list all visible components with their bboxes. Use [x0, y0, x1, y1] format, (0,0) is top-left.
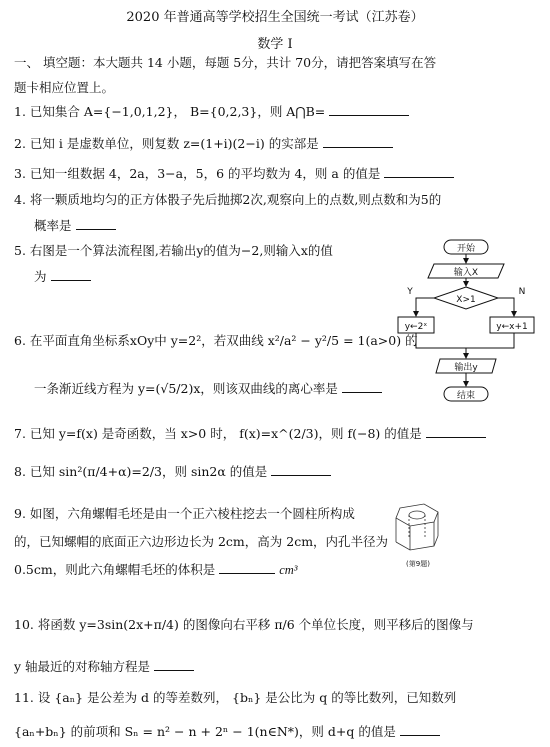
question-3-text: 3. 已知一组数据 4，2a，3−a，5，6 的平均数为 4，则 a 的值是 [14, 166, 381, 181]
question-4-text: 概率是 [34, 218, 72, 233]
question-3 [14, 165, 454, 182]
question-10-text: y 轴最近的对称轴方程是 [14, 659, 151, 674]
answer-blank-6 [342, 380, 382, 393]
question-11-text: {aₙ+bₙ} 的前项和 Sₙ = n² − n + 2ⁿ − 1(n∈N*)，则 d+q 的值是 [14, 724, 396, 739]
answer-blank-9 [219, 561, 275, 574]
question-2-text: 2. 已知 i 是虚数单位，则复数 z=(1+i)(2−i) 的实部是 [14, 136, 319, 151]
answer-blank-1 [329, 103, 409, 116]
hexagonal-nut-figure [388, 500, 448, 570]
question-5-text: 为 [34, 269, 47, 284]
question-11-line1: 11. 设 {aₙ} 是公差为 d 的等差数列， {bₙ} 是公比为 q 的等比数列，已知数列 [14, 690, 457, 705]
algorithm-flowchart [396, 238, 536, 408]
question-11-line2 [14, 723, 440, 740]
answer-blank-8 [271, 463, 331, 476]
flowchart-end-label: 结束 [456, 391, 476, 401]
flowchart-yes-label: Y [407, 287, 413, 297]
answer-blank-11 [400, 723, 440, 736]
question-6-line2 [34, 380, 382, 397]
question-5-line1: 5. 右图是一个算法流程图,若输出y的值为−2,则输入x的值 [14, 243, 333, 258]
flowchart-decision-label: X>1 [456, 295, 476, 305]
question-7-text: 7. 已知 y=f(x) 是奇函数，当 x>0 时， f(x)=x^(2/3)，则 f(−8) 的值是 [14, 426, 422, 441]
question-4-line2 [34, 217, 116, 234]
answer-blank-4 [76, 217, 116, 230]
answer-blank-3 [384, 165, 454, 178]
section-instruction-line1: 一、 填空题：本大题共 14 小题，每题 5分，共计 70分，请把答案填写在答 [14, 55, 437, 70]
answer-blank-7 [426, 425, 486, 438]
question-9-line2: 的，已知螺帽的底面正六边形边长为 2cm，高为 2cm，内孔半径为 [14, 534, 389, 549]
question-10-line1: 10. 将函数 y=3sin(2x+π/4) 的图像向右平移 π/6 个单位长度，则平移后的图像与 [14, 617, 474, 632]
flowchart-left-label: y←2ˣ [404, 322, 428, 332]
flowchart-output-label: 输出y [454, 363, 478, 373]
flowchart-input-label: 输入X [453, 268, 479, 278]
question-8-text: 8. 已知 sin²(π/4+α)=2/3，则 sin2α 的值是 [14, 464, 268, 479]
flowchart-right-label: y←x+1 [496, 322, 528, 332]
question-9-unit: cm³ [279, 563, 298, 577]
question-1-text: 1. 已知集合 A={−1,0,1,2}， B={0,2,3}，则 A⋂B= [14, 104, 326, 119]
answer-blank-10 [154, 658, 194, 671]
answer-blank-2 [323, 135, 393, 148]
question-6-text: 一条渐近线方程为 y=(√5/2)x，则该双曲线的离心率是 [34, 381, 338, 396]
question-7 [14, 425, 486, 442]
exam-title: 2020 年普通高等学校招生全国统一考试（江苏卷） [126, 10, 424, 25]
hex-top-face [396, 504, 438, 526]
question-9-line1: 9. 如图，六角螺帽毛坯是由一个正六棱柱挖去一个圆柱所构成 [14, 506, 355, 521]
figure-9-caption: (第9题) [406, 560, 430, 568]
question-5-line2 [34, 268, 91, 285]
section-instruction-line2: 题卡相应位置上。 [14, 80, 115, 95]
exam-subject: 数学 I [257, 37, 293, 52]
flowchart-no-label: N [518, 287, 526, 297]
question-1 [14, 103, 409, 120]
question-10-line2 [14, 658, 194, 675]
question-2 [14, 135, 393, 152]
answer-blank-5 [51, 268, 91, 281]
question-9-text: 0.5cm，则此六角螺帽毛坯的体积是 [14, 562, 216, 577]
question-9-line3 [14, 561, 298, 578]
nut-hole [409, 511, 425, 519]
flowchart-start-label: 开始 [456, 244, 476, 254]
question-6-line1: 6. 在平面直角坐标系xOy中 y=2²，若双曲线 x²/a² − y²/5 = 1(a>0) 的 [14, 333, 418, 348]
question-4-line1: 4. 将一颗质地均匀的正方体骰子先后抛掷2次,观察向上的点数,则点数和为5的 [14, 192, 442, 207]
question-8 [14, 463, 331, 480]
